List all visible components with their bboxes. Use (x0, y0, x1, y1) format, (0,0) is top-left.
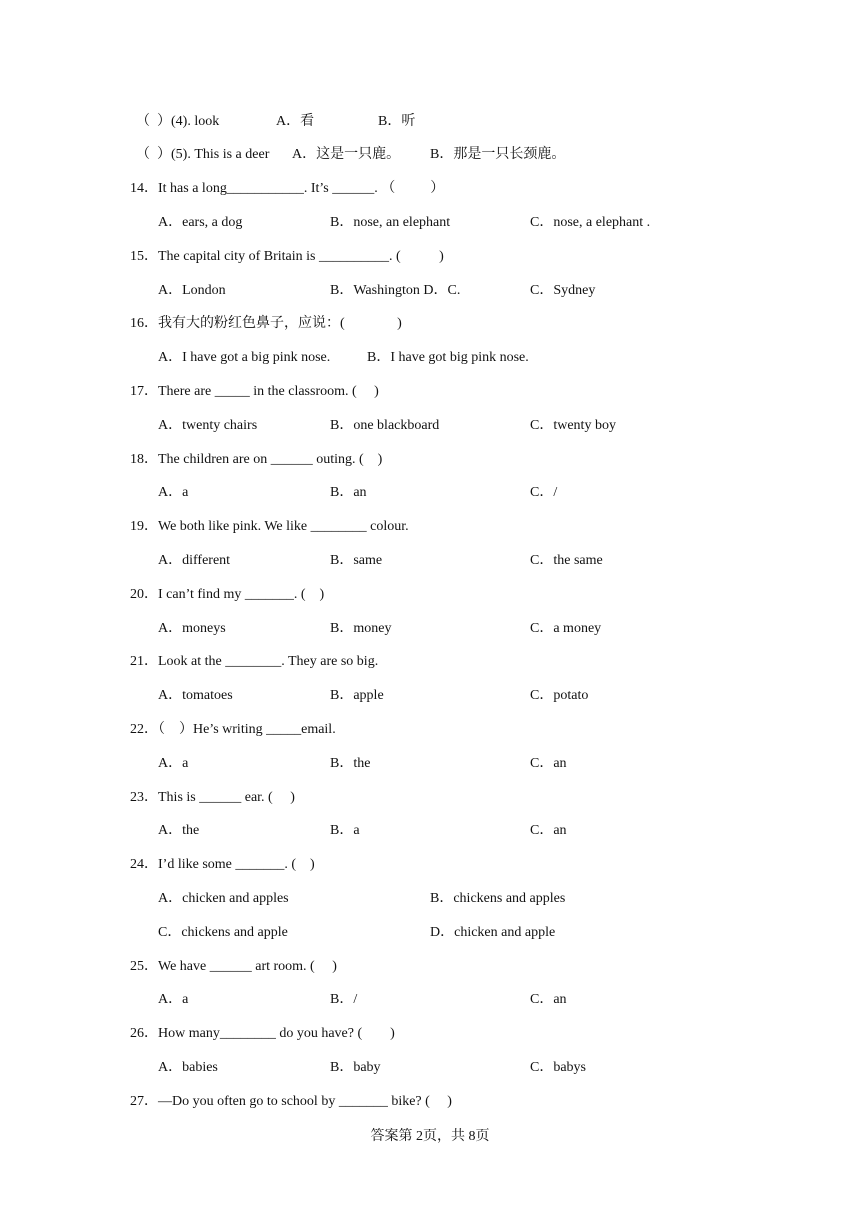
question-text: 24．I’d like some _______. ( ) (130, 857, 315, 872)
question-line (0, 145, 860, 165)
option-b: B．a (330, 823, 360, 838)
question-27 (0, 1092, 860, 1112)
question-text: 27．—Do you often go to school by _______ bike? ( ) (130, 1094, 452, 1109)
question-21 (0, 652, 860, 672)
option-c: C．potato (530, 688, 589, 703)
options-22 (0, 754, 860, 774)
option-a: A．tomatoes (158, 688, 233, 703)
option-a: A．the (158, 823, 200, 838)
option-a: A．different (158, 553, 231, 568)
options-19 (0, 551, 860, 571)
option-a: A．twenty chairs (158, 418, 258, 433)
options-25 (0, 990, 860, 1010)
option-b: B．money (330, 621, 392, 636)
question-text: 25．We have ______ art room. ( ) (130, 959, 337, 974)
option-b: B．I have got big pink nose. (367, 350, 529, 365)
option-a: A．London (158, 283, 226, 298)
question-text: 18．The children are on ______ outing. ( ) (130, 452, 383, 467)
question-text: 17．There are _____ in the classroom. ( ) (130, 384, 379, 399)
option-d: D．chicken and apple (430, 925, 556, 940)
question-15 (0, 247, 860, 267)
question-19 (0, 517, 860, 537)
option-c: C．Sydney (530, 283, 596, 298)
question-22 (0, 720, 860, 740)
option-c: C．a money (530, 621, 602, 636)
question-text: 19．We both like pink. We like ________ colour. (130, 519, 409, 534)
option-b: B．听 (378, 114, 416, 129)
question-17 (0, 382, 860, 402)
option-a: A．I have got a big pink nose. (158, 350, 331, 365)
options-24-row1 (0, 889, 860, 909)
option-c: C．an (530, 823, 567, 838)
question-text: 26．How many________ do you have? ( ) (130, 1026, 395, 1041)
question-line (0, 112, 860, 132)
question-text: （ ）(4). look (136, 114, 220, 129)
option-b: B．the (330, 756, 371, 771)
option-c: C．the same (530, 553, 603, 568)
option-c: C．nose, a elephant . (530, 215, 651, 230)
option-c: C．an (530, 756, 567, 771)
option-a: A．moneys (158, 621, 226, 636)
question-text: 20．I can’t find my _______. ( ) (130, 587, 325, 602)
option-b: B．/ (330, 992, 358, 1007)
option-a: A．babies (158, 1060, 218, 1075)
options-24-row2 (0, 923, 860, 943)
option-c: C．an (530, 992, 567, 1007)
option-c: C．twenty boy (530, 418, 616, 433)
question-14 (0, 179, 860, 199)
question-23 (0, 788, 860, 808)
question-20 (0, 585, 860, 605)
option-a: A．a (158, 992, 189, 1007)
option-b: B．Washington D．C. (330, 283, 461, 298)
option-a: A．看 (276, 114, 315, 129)
option-a: A．这是一只鹿。 (292, 147, 401, 162)
option-c: C．babys (530, 1060, 586, 1075)
options-20 (0, 619, 860, 639)
option-b: B．apple (330, 688, 384, 703)
question-25 (0, 957, 860, 977)
option-b: B．same (330, 553, 383, 568)
options-16 (0, 348, 860, 368)
question-text: 14．It has a long___________. It’s ______. （ ） (130, 181, 445, 196)
options-14 (0, 213, 860, 233)
options-18 (0, 483, 860, 503)
question-26 (0, 1024, 860, 1044)
option-a: A．chicken and apples (158, 891, 289, 906)
option-b: B．nose, an elephant (330, 215, 451, 230)
question-16 (0, 314, 860, 334)
option-b: B．那是一只长颈鹿。 (430, 147, 566, 162)
options-17 (0, 416, 860, 436)
option-a: A．a (158, 756, 189, 771)
question-24 (0, 855, 860, 875)
question-text: 15．The capital city of Britain is __________. ( ) (130, 249, 444, 264)
option-b: B．baby (330, 1060, 381, 1075)
option-b: B．chickens and apples (430, 891, 566, 906)
option-a: A．a (158, 485, 189, 500)
options-26 (0, 1058, 860, 1078)
option-b: B．one blackboard (330, 418, 440, 433)
option-c: C．/ (530, 485, 558, 500)
question-text: 21．Look at the ________. They are so big. (130, 654, 379, 669)
option-c: C．chickens and apple (158, 925, 288, 940)
question-18 (0, 450, 860, 470)
question-text: 22．（ ）He’s writing _____email. (130, 722, 336, 737)
question-text: 16．我有大的粉红色鼻子，应说：( ) (130, 316, 402, 331)
options-21 (0, 686, 860, 706)
question-text: 23．This is ______ ear. ( ) (130, 790, 295, 805)
options-15 (0, 281, 860, 301)
question-text: （ ）(5). This is a deer (136, 147, 270, 162)
option-a: A．ears, a dog (158, 215, 243, 230)
page-footer: 答案第 2页，共 8页 (370, 1129, 490, 1144)
option-b: B．an (330, 485, 367, 500)
options-23 (0, 821, 860, 841)
